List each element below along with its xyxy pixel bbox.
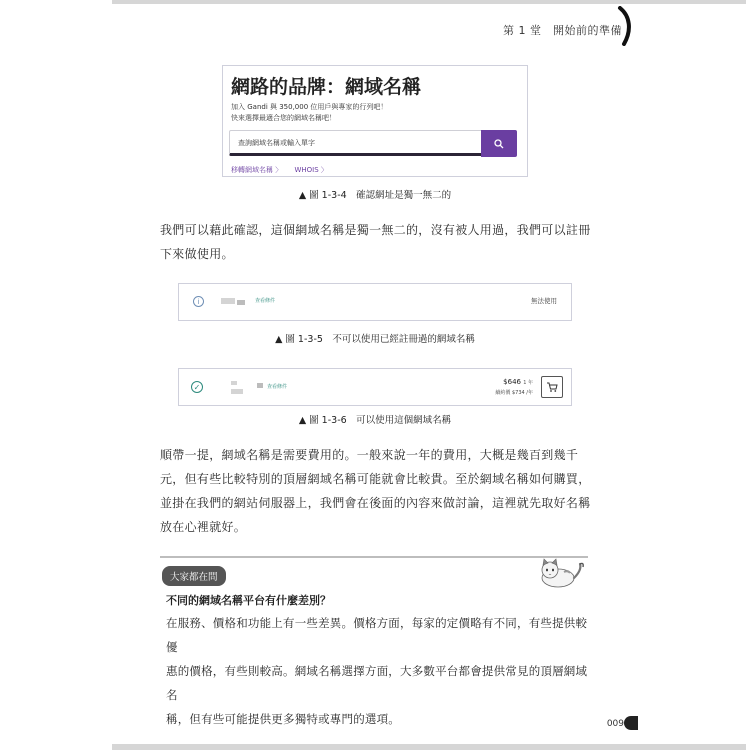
price-value: $646: [503, 378, 521, 386]
redacted-domain: [231, 389, 243, 394]
page-number: 009: [606, 719, 624, 729]
figure-subtitle-line2: 快來選擇最適合您的網域名稱吧！: [231, 114, 336, 122]
search-placeholder: 查詢網域名稱或輸入單字: [238, 139, 315, 147]
info-icon: i: [193, 296, 204, 307]
figure-caption-5: ▲ 圖 1-3-5 不可以使用已經註冊過的網域名稱: [275, 334, 475, 345]
paragraph-line: 下來做使用。: [160, 247, 234, 261]
qa-answer: [166, 611, 592, 731]
view-conditions-link[interactable]: 查看條件: [255, 298, 276, 304]
transfer-domain-link[interactable]: 移轉網域名稱 〉: [231, 166, 283, 174]
qa-question: 不同的網域名稱平台有什麼差別？: [166, 594, 331, 607]
renewal-price: 續約價 $734 /年: [495, 390, 533, 396]
paragraph-line: 並掛在我們的網站伺服器上，我們會在後面的內容來做討論，這裡就先取好名稱: [160, 496, 591, 510]
chapter-tab-mark: [614, 6, 638, 46]
paragraph-line: 元，但有些比較特別的頂層網域名稱可能就會比較貴。至於網域名稱如何購買，: [160, 472, 591, 486]
qa-answer-line: 稱，但有些可能提供更多獨特或專門的選項。: [166, 712, 400, 726]
figure-domain-available: [178, 368, 572, 406]
paragraph-line: 放在心裡就好。: [160, 520, 247, 534]
search-button[interactable]: [481, 130, 517, 157]
view-conditions-link[interactable]: 查看條件: [267, 384, 288, 390]
body-paragraph-1: [160, 218, 591, 266]
availability-status: 無法使用: [531, 297, 557, 305]
check-icon: ✓: [191, 381, 203, 393]
cat-illustration: [528, 556, 586, 590]
paragraph-line: 我們可以藉此確認，這個網域名稱是獨一無二的，沒有被人用過，我們可以註冊: [160, 223, 591, 237]
figure-subtitle-line1: 加入 Gandi 與 350,000 位用戶與專家的行列吧！: [231, 103, 388, 111]
body-paragraph-2: [160, 443, 591, 539]
whois-link[interactable]: WHOIS 〉: [294, 166, 328, 174]
search-icon: [494, 139, 504, 149]
figure-domain-search: [222, 65, 528, 177]
page-top-edge: [112, 0, 746, 4]
qa-tag: 大家都在問: [162, 566, 226, 586]
cart-icon: [546, 381, 558, 393]
domain-search-input[interactable]: [229, 130, 517, 156]
qa-answer-line: 在服務、價格和功能上有一些差異。價格方面，每家的定價略有不同，有些提供較優: [166, 616, 588, 654]
qa-divider: [160, 556, 588, 558]
chapter-header: 第 1 堂 開始前的準備: [503, 24, 622, 37]
figure-title: 網路的品牌：網域名稱: [231, 76, 422, 98]
redacted-domain: [237, 300, 245, 305]
redacted-domain: [257, 383, 263, 388]
figure-caption-6: ▲ 圖 1-3-6 可以使用這個網域名稱: [298, 415, 452, 426]
page-number-tab: [624, 716, 638, 730]
figure-domain-unavailable: [178, 283, 572, 321]
redacted-domain: [221, 298, 235, 304]
figure-subtitle: [231, 102, 387, 124]
add-to-cart-button[interactable]: [541, 376, 563, 398]
page-bottom-edge: [112, 744, 746, 750]
qa-answer-line: 惠的價格，有些則較高。網域名稱選擇方面，大多數平台都會提供常見的頂層網域名: [166, 664, 588, 702]
figure-caption-4: ▲ 圖 1-3-4 確認網址是獨一無二的: [298, 190, 452, 201]
paragraph-line: 順帶一提，網域名稱是需要費用的。一般來說一年的費用，大概是幾百到幾千: [160, 448, 579, 462]
redacted-domain: [231, 381, 237, 385]
price-unit: 1 年: [523, 380, 533, 386]
figure-links: [231, 165, 338, 175]
domain-price: [503, 378, 533, 386]
